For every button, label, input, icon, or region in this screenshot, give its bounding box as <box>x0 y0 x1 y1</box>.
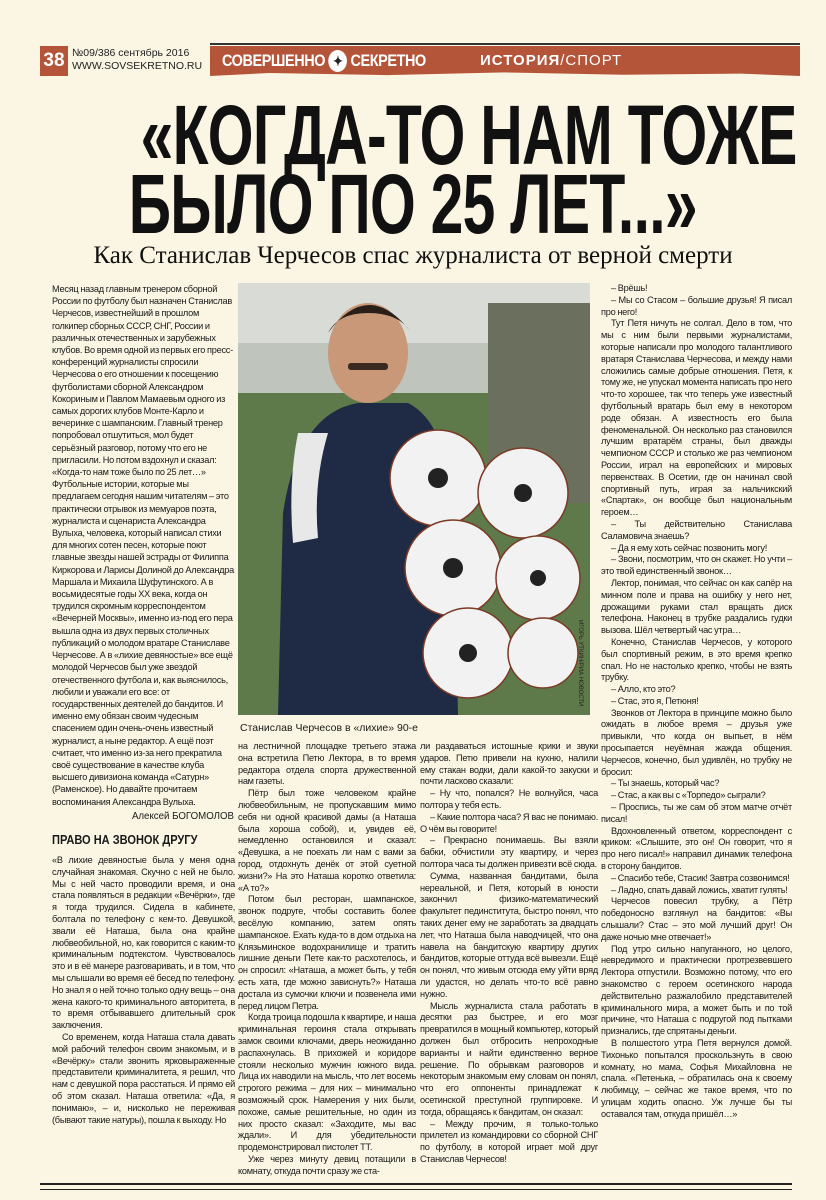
bottom-rule <box>40 1183 792 1190</box>
logo-emblem-icon: ✦ <box>328 50 347 72</box>
paragraph: на лестничной площадке третьего этажа она встретила Петю Лектора, в то время редактора отдела спорта дружественной нам газеты. <box>238 741 416 787</box>
paragraph: – Ты знаешь, который час? <box>611 778 720 789</box>
paragraph: – Спасибо тебе, Стасик! Завтра созвонимся! <box>611 872 790 883</box>
paragraph: Конечно, Станислав Черчесов, у которого был спортивный режим, в это время крепко спал. Но не настолько крепко, чтобы не взять трубку. <box>601 636 792 683</box>
article-column-4 <box>601 283 792 1121</box>
paragraph: Когда троица подошла к квартире, и наша криминальная героиня стала открывать замок своими ключами, дверь неожиданно распахнулась. В прихожей и коридоре стояли несколько мужчин южного вида. Лица их наводили на мысль, что лет восемь строгого режима – для них – минимально возможный срок. Намерения у них были, похоже, самые решительные, но один из них просто сказал: «Заходите, мы вас ждали». И для убедительности продемонстрировал пистолет ТТ. <box>238 1012 416 1153</box>
section-sub: /СПОРТ <box>560 52 623 69</box>
paragraph: «В лихие девяностые была у меня одна случайная знакомая. Скучно с ней не было. Мы с ней часто проводили время, и она стала появляться в редакции «Вечёрки», где я тогда трудился. Сидела в кабинете, болтала по телефону с кем-то. Девушкой, звали её Наташа, была она крайне любвеобильной, но, как говорится с каким-то криминальным подтекстом. Чувствовалось это и в её манере разговаривать, и в том, что мы слышали во время её бесед по телефону. Но знал я о ней точно только одну вещь – она жена какого-то криминального авторитета, в то время отбывавшего длительный срок заключения. <box>52 855 235 1031</box>
section-label <box>480 52 622 69</box>
paragraph: Мысль журналиста стала работать в десятки раз быстрее, и его мозг превратился в мощный компьютер, который должен был отбросить непроходные варианты и найти единственно верное решение. По обрывкам разговоров и некоторым знакомым ему словам он понял, что его оппоненты принадлежат к осетинской преступной группировке. И тогда, обращаясь к бандитам, он сказал: <box>420 1000 598 1117</box>
paragraph: – Алло, кто это? <box>611 684 676 695</box>
paragraph: Со временем, когда Наташа стала давать мой рабочий телефон своим знакомым, и в «Вечёрку» стали звонить ярковыраженные представители криминалитета, я решил, что нам с девушкой пора расстаться. И прямо ей об этом сказал. Наташа ответила: «Да, я понимаю», – и, нисколько не переживая (бывают такие натуры), пошла к выходу. Но <box>52 1031 235 1125</box>
paragraph: Месяц назад главным тренером сборной России по футболу был назначен Станислав Черчесов, известнейший в прошлом голкипер сборных СССР, СНГ, России и различных отечественных и зарубежных клубов. Во время одной из первых его пресс-конференций журналисты спросили Черчесова о его отношении к посещению футболистами сборной Александром Кокориным и Павлом Мамаевым одного из самых дорогих клубов Монте-Карло и вечеринке с шампанским. Главный тренер попробовал отшутиться, мол будет серьёзный разговор, потому что его не пригласили. Но потом вздохнул и сказал: «Когда-то нам тоже было по 25 лет…» <box>52 284 233 478</box>
paragraph: – Мы со Стасом – большие друзья! Я писал про него! <box>601 294 792 317</box>
header-rule <box>210 43 800 45</box>
intro-text <box>52 283 235 808</box>
paragraph: – Да я ему хоть сейчас позвонить могу! <box>611 542 768 553</box>
paragraph: Черчесов повесил трубку, а Пётр победоносно взглянул на бандитов: «Вы слышали? Стас – это мой лучший друг! Он даже ночью мне отвечает!» <box>601 896 792 942</box>
issue-info <box>72 47 212 73</box>
author-byline: Алексей БОГОМОЛОВ <box>131 811 234 822</box>
paragraph: – Проспись, ты же сам об этом матче отчёт писал! <box>601 802 792 824</box>
logo-left-text: СОВЕРШЕННО <box>222 51 326 70</box>
paragraph: – Какие полтора часа? Я вас не понимаю. О чём вы говорите! <box>420 811 598 834</box>
paragraph: Уже через минуту девиц потащили в комнату, откуда почти сразу же ста- <box>238 1153 416 1176</box>
section-subheading: ПРАВО НА ЗВОНОК ДРУГУ <box>52 832 198 847</box>
paragraph: Звонков от Лектора в принципе можно было ожидать в любое время – друзья уже привыкли, что когда он выпьет, в нём просыпается неуёмная жажда общения. Черчесов, конечно, был удивлён, но трубку не бросил: <box>601 707 792 777</box>
paragraph: Сумма, названная бандитами, была нереальной, и Петя, который в юности закончил физико-математический факультет пединститута, быстро понял, что таких денег ему не заработать за двадцать лет, что Наташа была наводчицей, что она навела на бандитскую квартиру других бандитов, которые оттуда всё вывезли. Ещё он понял, что живым отсюда ему уйти вряд ли удастся, но делать что-то всё равно нужно. <box>420 870 598 999</box>
paragraph: Потом был ресторан, шампанское, звонок подруге, чтобы составить более весёлую компанию, затем опять шампанское. Ехать куда-то в дом отдыха на Клязьминское водохранилище и тратить лишние деньги Пете как-то расхотелось, и он спросил: «Наташа, а может быть, у тебя есть хата, где можно зависнуть?» Наташа достала из сумочки ключи и позвенела ими перед лицом Петра. <box>238 894 416 1011</box>
paragraph: – Стас, это я, Петюня! <box>611 695 699 706</box>
article-column-3 <box>420 741 598 1166</box>
photo-chercesov <box>238 283 590 715</box>
paragraph: Лектор, понимая, что сейчас он как сапёр на минном поле и права на ошибку у него нет, дрожащими руками стал вращать диск телефона. Наконец в трубке раздались гудки вызова. Шёл четвертый час утра… <box>601 577 792 636</box>
photo-caption: Станислав Черчесов в «лихие» 90-е <box>240 722 419 734</box>
logo-right-text: СЕКРЕТНО <box>350 51 426 70</box>
page-number: 38 <box>40 46 68 76</box>
paragraph: – Между прочим, я только-только прилетел из командировки со сборной СНГ по футболу, в которой играет мой друг Станислав Черчесов! <box>420 1118 598 1164</box>
photo-credit: ИГОРЬ УТКИН/РИА НОВОСТИ <box>577 620 583 707</box>
headline-line-2: БЫЛО ПО 25 ЛЕТ...» <box>128 157 698 251</box>
magazine-logo <box>222 50 426 72</box>
paragraph: – Звони, посмотрим, что он скажет. Но учти – это твой единственный звонок… <box>601 554 792 577</box>
paragraph: Под утро сильно напуганного, но целого, невредимого и практически протрезвевшего Лектора отпустили. Возможно потому, что его знакомство с героем осетинского народа действительно разжалобило представителей криминального мира, а может быть и по той причине, что Наташа с подругой под пытками признались, где спрятаны деньги. <box>601 943 792 1037</box>
paragraph: – Ладно, спать давай ложись, хватит гулять! <box>611 884 788 895</box>
paragraph: ли раздаваться истошные крики и звуки ударов. Петю привели на кухню, налили ему стакан водки, дали какой-то закуски и почти ласково сказали: <box>420 741 598 787</box>
website: WWW.SOVSEKRETNO.RU <box>72 60 203 72</box>
paragraph: – Ну что, попался? Не волнуйся, часа полтора у тебя есть. <box>420 788 598 810</box>
paragraph: – Прекрасно понимаешь. Вы взяли бабки, обчистили эту квартиру, и через полтора часа ты должен привезти всё сюда. <box>420 835 598 869</box>
paragraph: В полшестого утра Петя вернулся домой. Тихонько попытался проскользнуть в свою комнату, но мама, Софья Михайловна не спала. «Петенька, – обратилась она к своему любимцу, – сейчас же такое время, что по улицам ходить опасно. Уж лучше бы ты оставался там, откуда пришёл…» <box>601 1038 792 1119</box>
paragraph: Вдохновленный ответом, корреспондент с криком: «Слышите, это он! Он говорит, что я про него писал!» направил динамик телефона в сторону бандитов. <box>601 825 792 872</box>
article-column-1 <box>52 855 235 1126</box>
paragraph: Пётр был тоже человеком крайне любвеобильным, не пропускавшим мимо себя ни одной красивой дамы (а Наташа была хороша собой), и, увидев её, немедленно остановился и сказал: «Девушка, а не поехать ли нам с вами за город, отдохнуть денёк от этой суетной жизни?» На это Наташа коротко ответила: «А то?» <box>238 788 416 893</box>
paragraph: – Ты действительно Станислава Саламовича знаешь? <box>601 518 792 541</box>
subtitle: Как Станислав Черчесов спас журналиста от верной смерти <box>93 242 733 269</box>
paragraph: – Стас, а как вы с «Торпедо» сыграли? <box>611 790 766 801</box>
section-main: ИСТОРИЯ <box>480 52 561 69</box>
paragraph: – Врёшь! <box>611 283 648 293</box>
headline-line-1: «КОГДА-ТО НАМ ТОЖЕ <box>140 88 797 182</box>
article-column-2 <box>238 741 416 1177</box>
issue-number: №09/386 сентябрь 2016 <box>72 47 190 59</box>
paragraph: Тут Петя ничуть не солгал. Дело в том, что мы с ним были первыми журналистами, которые написали про молодого талантливого вратаря Станислава Черчесова, и между нами сложились самые добрые отношения. Петя, к тому же, не упускал момента написать про него что-то хорошее, так что теперь уже известный футбольный вратарь был ему в некотором роде обязан. А известность его была феноменальной. Он несколько раз становился лучшим вратарём страны, был дважды чемпионом СССР и столько же раз чемпионом России, играл на европейских и мировых первенствах. В Осетии, где он начинал свой спортивный путь, играя за нальчикский «Спартак», он вообще был национальным героем… <box>601 318 792 518</box>
paragraph: Футбольные истории, которые мы предлагаем сегодня нашим читателям – это практически отрывок из мемуаров поэта, журналиста и сценариста Александра Вулыха, человека, который написал стихи для многих сотен песен, которые поют главные звезды нашей эстрады от Филиппа Киркорова и Ларисы Долиной до Александра Маршала и Михаила Шуфутинского. А в восьмидесятые годы XX века, когда он трудился скромным корреспондентом «Вечерней Москвы», именно из-под его пера вышла одна из двух первых столичных публикаций о молодом вратаре Станиславе Черчесове. А в «лихие девяностые» все ещё молодой Черчесов был уже звездой отечественного футбола и, как выяснилось, любили и уважали его все: от государственных деятелей до бандитов. И именно ему обязан своим чудесным спасением один очень-очень известный журналист, а ныне редактор. А ещё поэт считает, что именно из-за него прекратила своё существование в качестве клуба высшего дивизиона команда «Сатурн» (Раменское). Но давайте прочитаем воспоминания Александра Вулыха. <box>52 479 234 807</box>
